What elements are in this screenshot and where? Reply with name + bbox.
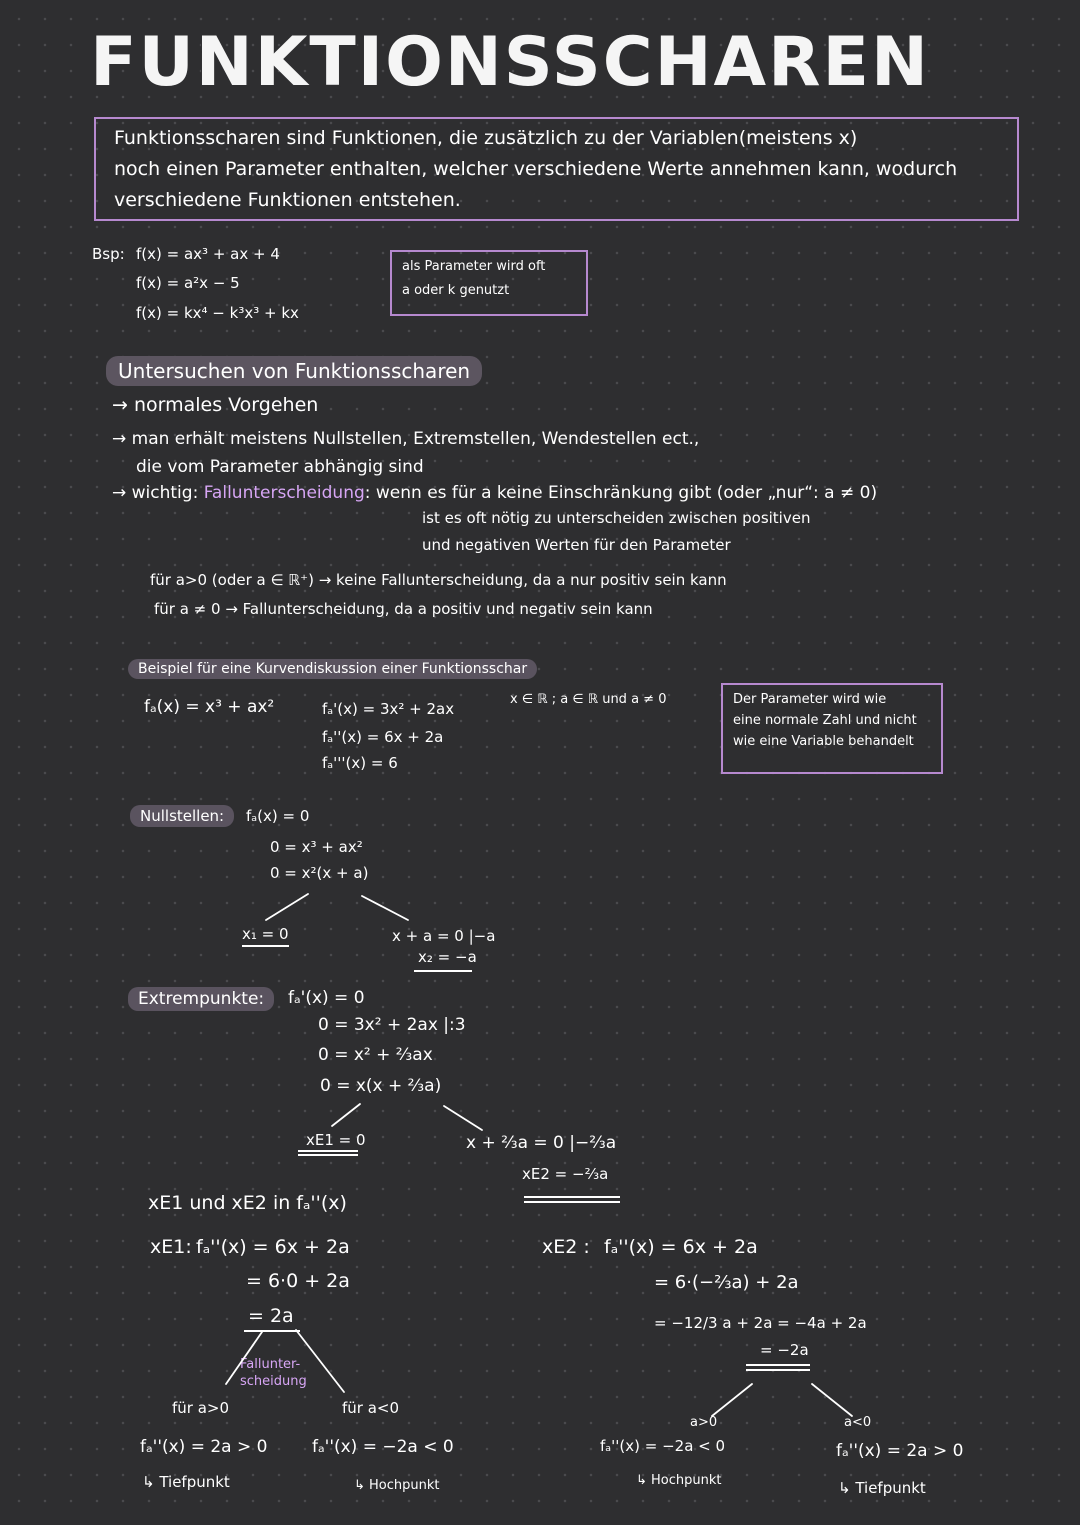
example-3: f(x) = kx⁴ − k³x³ + kx <box>136 304 299 322</box>
right-result-positive: fₐ''(x) = −2a < 0 <box>600 1437 726 1455</box>
left-result-positive: fₐ''(x) = 2a > 0 <box>140 1437 268 1457</box>
left-type-negative: ↳ Hochpunkt <box>354 1478 440 1493</box>
treatment-note-line-3: wie eine Variable behandelt <box>733 734 914 749</box>
check-heading: xE1 und xE2 in fₐ''(x) <box>148 1192 347 1214</box>
extrempunkte-eq-4: 0 = x(x + ⅔a) <box>320 1076 442 1096</box>
nullstellen-label: Nullstellen: <box>130 805 234 827</box>
untersuchen-item-2b: die vom Parameter abhängig sind <box>136 457 424 477</box>
untersuchen-item-1: → normales Vorgehen <box>112 394 319 416</box>
fallunterscheidung-note-2: scheidung <box>240 1374 307 1389</box>
treatment-note-line-1: Der Parameter wird wie <box>733 692 887 707</box>
right-case-positive: a>0 <box>690 1415 718 1430</box>
check-left-label: xE1: <box>150 1236 192 1258</box>
extrempunkte-eq-3: 0 = x² + ⅔ax <box>318 1045 433 1065</box>
definition-line-3: verschiedene Funktionen entstehen. <box>114 189 461 211</box>
check-left-eq-1: fₐ''(x) = 6x + 2a <box>196 1236 350 1258</box>
nullstelle-x1: x₁ = 0 <box>242 924 289 947</box>
fallunterscheidung-highlight: Fallunterscheidung <box>203 483 365 503</box>
extremstelle-xe2: xE2 = −⅔a <box>522 1165 609 1183</box>
definition-line-2: noch einen Parameter enthalten, welcher verschiedene Werte annehmen kann, wodurch <box>114 158 958 180</box>
treatment-note-line-2: eine normale Zahl und nicht <box>733 713 917 728</box>
right-type-positive: ↳ Hochpunkt <box>636 1473 722 1488</box>
check-right-eq-4: = −2a <box>760 1341 809 1359</box>
domain-text: x ∈ ℝ ; a ∈ ℝ und a ≠ 0 <box>510 692 667 707</box>
left-type-positive: ↳ Tiefpunkt <box>142 1473 230 1491</box>
definition-line-1: Funktionsscharen sind Funktionen, die zusätzlich zu der Variablen(meistens x) <box>114 127 858 149</box>
example-2: f(x) = a²x − 5 <box>136 274 240 292</box>
left-result-negative: fₐ''(x) = −2a < 0 <box>312 1437 454 1457</box>
extrempunkte-label: Extrempunkte: <box>128 987 274 1011</box>
check-left-eq-2: = 6·0 + 2a <box>246 1270 350 1292</box>
extrempunkte-eq-2: 0 = 3x² + 2ax |:3 <box>318 1015 466 1035</box>
right-type-negative: ↳ Tiefpunkt <box>838 1479 926 1497</box>
definition-box <box>94 117 1019 221</box>
second-derivative: fₐ''(x) = 6x + 2a <box>322 728 444 746</box>
first-derivative: fₐ'(x) = 3x² + 2ax <box>322 700 455 718</box>
nullstelle-x2: x₂ = −a <box>418 948 477 966</box>
parameter-note-box <box>390 250 588 316</box>
case-positive: für a>0 (oder a ∈ ℝ⁺) → keine Fallunterscheidung, da a nur positiv sein kann <box>150 571 727 589</box>
check-right-eq-1: fₐ''(x) = 6x + 2a <box>604 1236 758 1258</box>
right-case-negative: a<0 <box>844 1415 872 1430</box>
extrempunkte-rhs: x + ⅔a = 0 |−⅔a <box>466 1133 617 1153</box>
example-function: fₐ(x) = x³ + ax² <box>144 697 275 717</box>
untersuchen-item-3-line-3: und negativen Werten für den Parameter <box>422 536 731 554</box>
parameter-treatment-note <box>721 683 943 774</box>
right-result-negative: fₐ''(x) = 2a > 0 <box>836 1441 964 1461</box>
nullstellen-eq-1: fₐ(x) = 0 <box>246 807 310 825</box>
nullstellen-rhs: x + a = 0 |−a <box>392 927 496 945</box>
check-left-eq-3: = 2a <box>248 1305 294 1327</box>
untersuchen-item-2a: → man erhält meistens Nullstellen, Extremstellen, Wendestellen ect., <box>112 429 700 449</box>
untersuchen-item-3 <box>112 482 877 504</box>
nullstellen-eq-2: 0 = x³ + ax² <box>270 838 363 856</box>
untersuchen-item-3-line-2: ist es oft nötig zu unterscheiden zwischen positiven <box>422 509 811 527</box>
left-case-positive: für a>0 <box>172 1399 230 1417</box>
wichtig-rest: : wenn es für a keine Einschränkung gibt (oder „nur“: a ≠ 0) <box>364 483 878 503</box>
left-case-negative: für a<0 <box>342 1399 400 1417</box>
page-title: FUNKTIONSSCHAREN <box>90 23 930 102</box>
fallunterscheidung-note-1: Fallunter- <box>240 1357 301 1372</box>
check-right-eq-2: = 6·(−⅔a) + 2a <box>654 1272 799 1293</box>
case-nonzero: für a ≠ 0 → Fallunterscheidung, da a positiv und negativ sein kann <box>154 600 653 618</box>
extrempunkte-eq-1: fₐ'(x) = 0 <box>288 988 365 1008</box>
section-heading-untersuchen: Untersuchen von Funktionsscharen <box>106 356 482 386</box>
parameter-note-line-1: als Parameter wird oft <box>402 259 546 274</box>
wichtig-label: → wichtig: <box>112 483 199 503</box>
nullstellen-eq-3: 0 = x²(x + a) <box>270 864 369 882</box>
check-right-eq-3: = −12/3 a + 2a = −4a + 2a <box>654 1314 867 1332</box>
extremstelle-xe1: xE1 = 0 <box>306 1131 366 1149</box>
parameter-note-line-2: a oder k genutzt <box>402 283 510 298</box>
example-1: f(x) = ax³ + ax + 4 <box>136 245 280 263</box>
examples-prefix: Bsp: <box>92 245 125 263</box>
check-right-label: xE2 : <box>542 1236 590 1258</box>
example-section-heading: Beispiel für eine Kurvendiskussion einer Funktionsschar <box>128 659 537 679</box>
third-derivative: fₐ'''(x) = 6 <box>322 754 398 772</box>
